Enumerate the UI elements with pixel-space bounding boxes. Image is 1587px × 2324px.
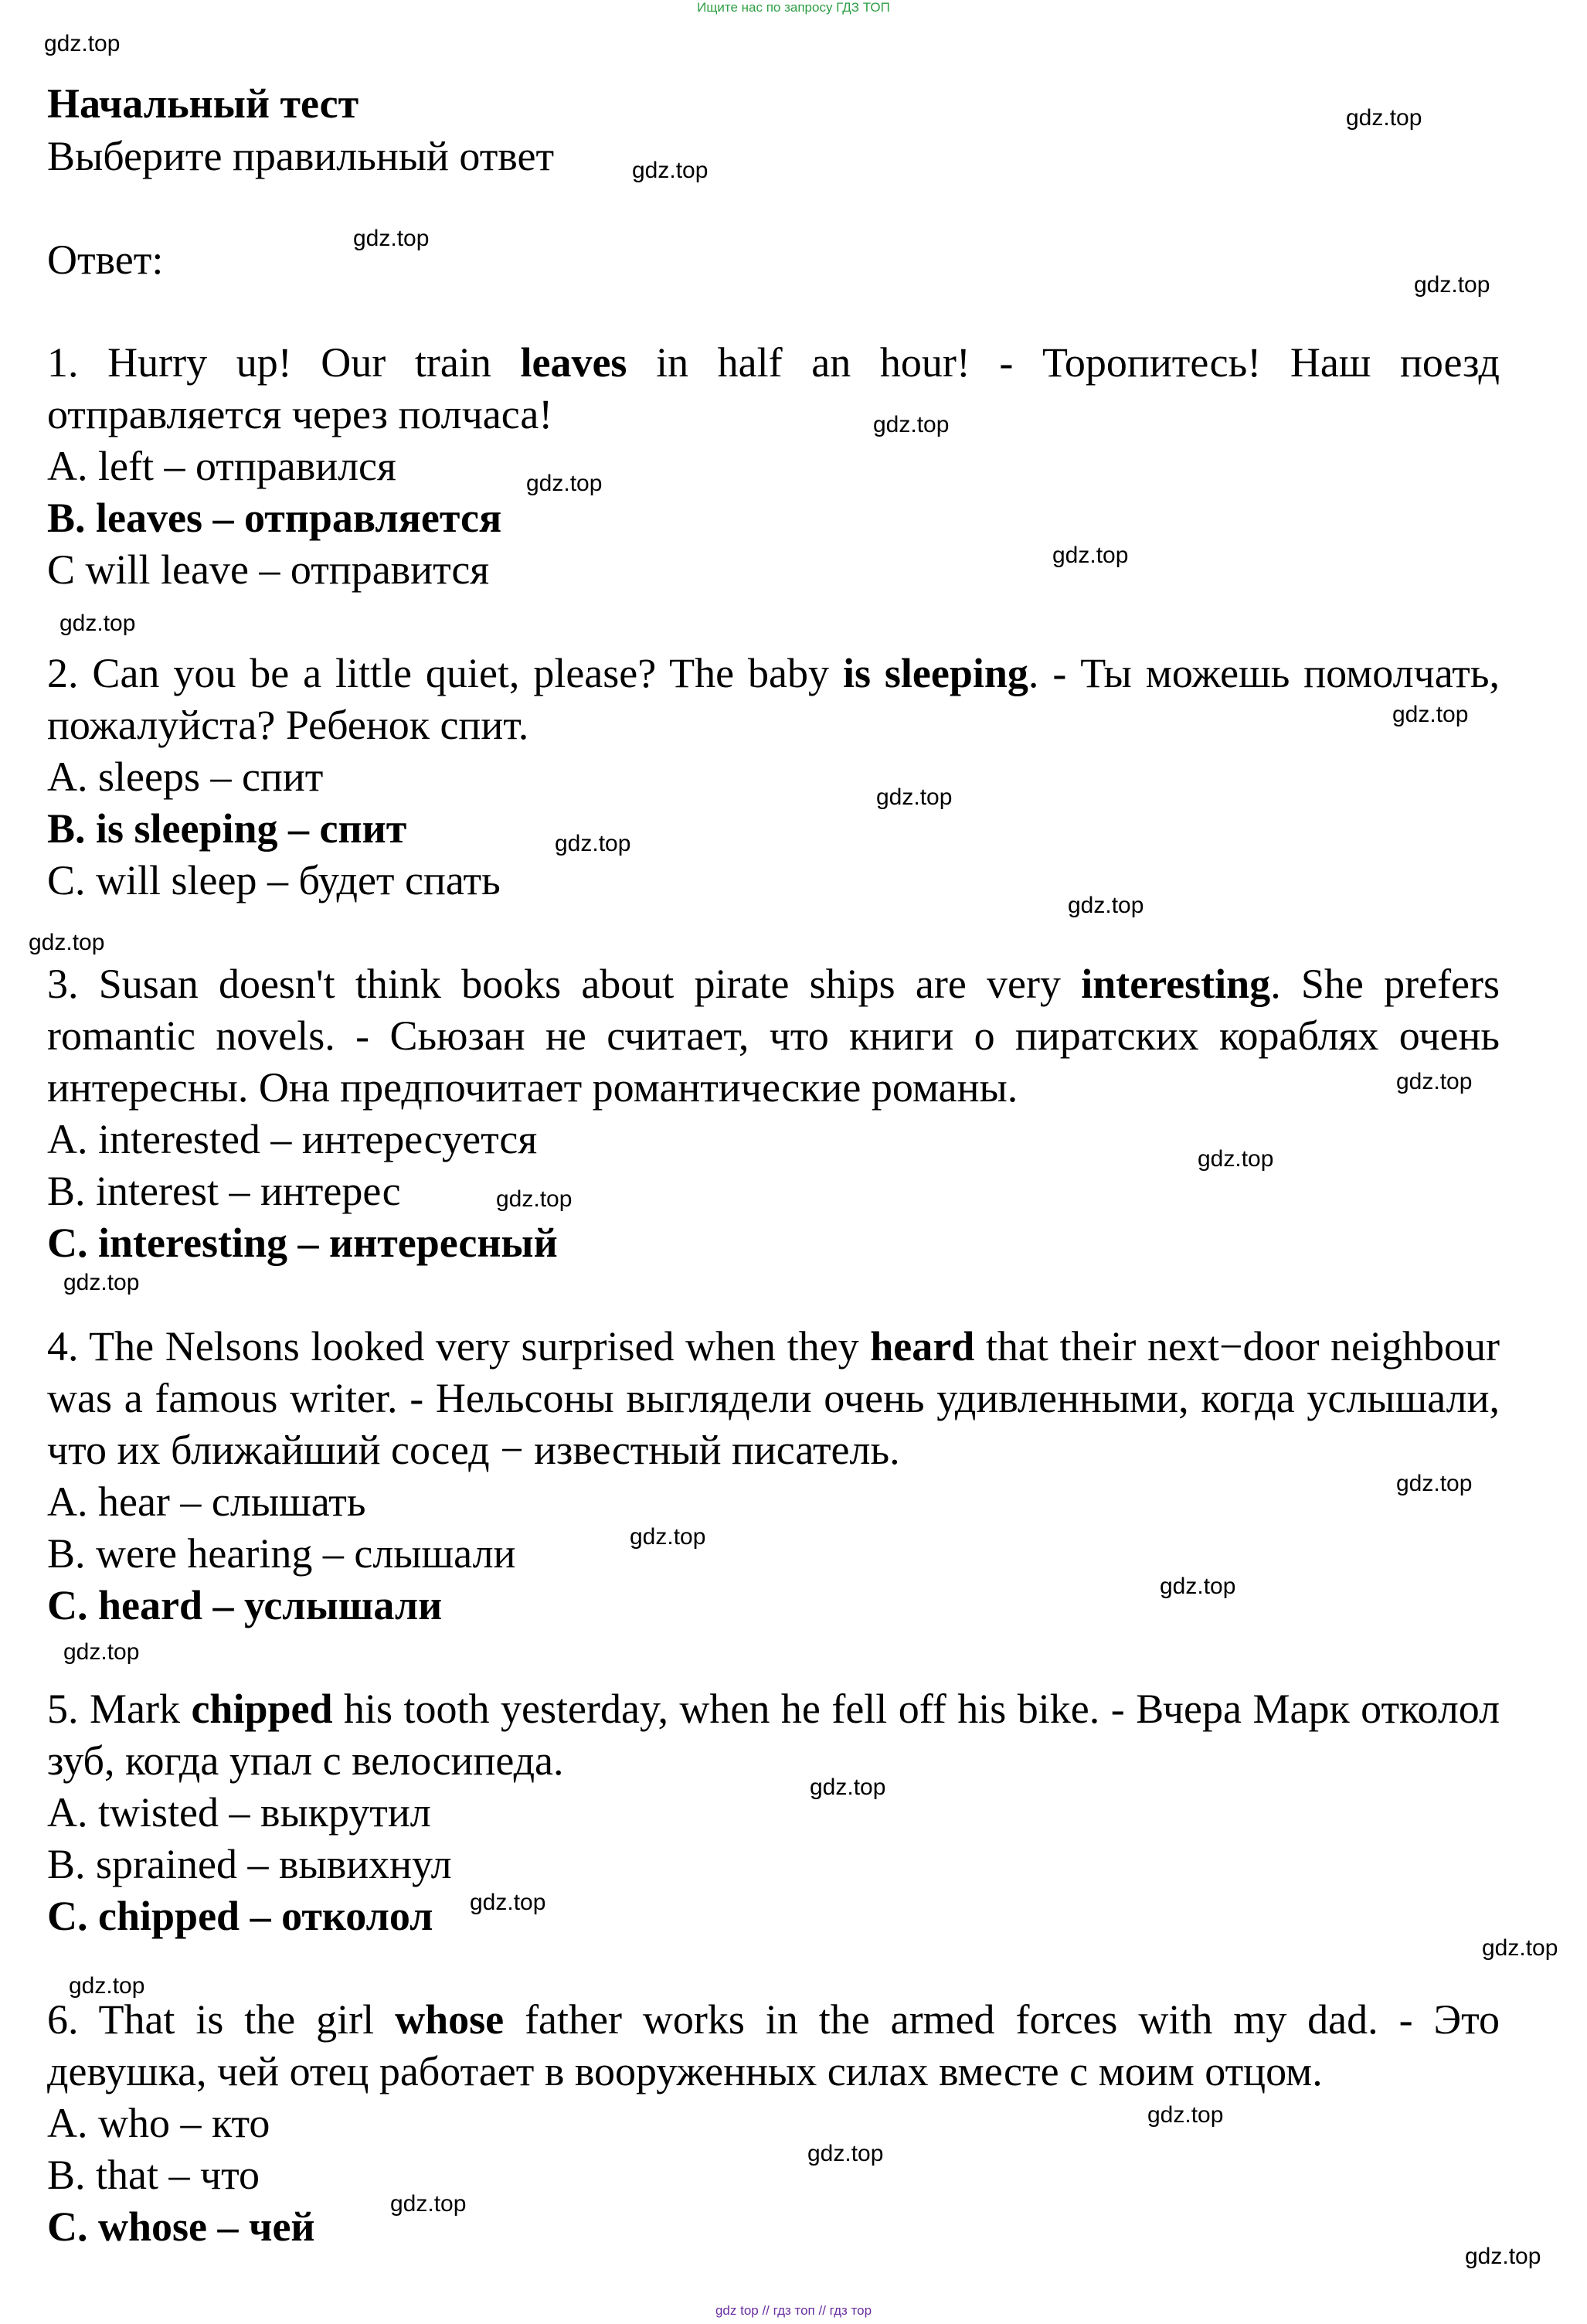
watermark: gdz.top <box>632 158 709 183</box>
option: B. that – что <box>47 2152 260 2198</box>
watermark: gdz.top <box>353 226 430 251</box>
question-block <box>47 958 1500 1269</box>
answer-label: Ответ: <box>47 236 164 283</box>
watermark: gdz.top <box>873 412 950 437</box>
watermark: gdz.top <box>1414 272 1490 298</box>
document-content <box>47 77 1500 2253</box>
watermark: gdz.top <box>390 2191 467 2217</box>
watermark: gdz.top <box>1396 1471 1473 1496</box>
watermark: gdz.top <box>63 1270 140 1295</box>
spacer <box>47 286 1500 337</box>
watermark: gdz.top <box>470 1890 546 1915</box>
keyword: leaves <box>520 339 627 386</box>
option: A. sleeps – спит <box>47 754 324 800</box>
option-correct: C. whose – чей <box>47 2203 315 2250</box>
option: A. interested – интересуется <box>47 1116 538 1162</box>
option-correct: C. chipped – отколол <box>47 1893 433 1939</box>
option: C will leave – отправится <box>47 546 490 593</box>
question-text: 1. Hurry up! Our train leaves in half an hour! - Торопитесь! Наш поезд отправляется через полчаса! <box>47 339 1500 437</box>
question-block <box>47 1321 1500 1632</box>
question-text: 5. Mark chipped his tooth yesterday, when he fell off his bike. - Вчера Марк отколол зуб, когда упал с велосипеда. <box>47 1686 1500 1784</box>
question-block <box>47 337 1500 596</box>
option: B. interest – интерес <box>47 1168 401 1214</box>
watermark: gdz.top <box>876 784 953 810</box>
watermark: gdz.top <box>1068 893 1144 918</box>
watermark: gdz.top <box>1160 1574 1236 1599</box>
top-banner: Ищите нас по запросу ГДЗ ТОП <box>697 0 890 15</box>
watermark: gdz.top <box>810 1774 886 1800</box>
page-subtitle: Выберите правильный ответ <box>47 133 555 179</box>
question-text: 3. Susan doesn't think books about pirate ships are very interesting. She prefers romantic novels. - Сьюзан не считает, что книги о пиратских кораблях очень интересны. Она предпочитает романтические романы. <box>47 961 1500 1111</box>
option: B. were hearing – слышали <box>47 1530 516 1577</box>
keyword: is sleeping <box>842 650 1028 696</box>
question-text: 4. The Nelsons looked very surprised when they heard that their next−door neighbour was a famous writer. - Нельсоны выглядели очень удивленными, когда услышали, что их ближайший сосед − известный писатель. <box>47 1323 1500 1473</box>
watermark: gdz.top <box>69 1973 145 1999</box>
spacer <box>47 596 1500 648</box>
spacer <box>47 1269 1500 1321</box>
watermark: gdz.top <box>1147 2102 1224 2128</box>
option: A. who – кто <box>47 2100 270 2146</box>
option-correct: C. interesting – интересный <box>47 1220 558 1266</box>
option: B. sprained – вывихнул <box>47 1841 452 1887</box>
option: A. hear – слышать <box>47 1478 366 1525</box>
question-text: 6. That is the girl whose father works in the armed forces with my dad. - Это девушка, чей отец работает в вооруженных силах вместе с моим отцом. <box>47 1996 1500 2094</box>
watermark: gdz.top <box>496 1186 573 1212</box>
watermark: gdz.top <box>1346 105 1422 131</box>
keyword: whose <box>395 1996 505 2043</box>
keyword: heard <box>870 1323 975 1370</box>
watermark: gdz.top <box>807 2141 884 2166</box>
question-block <box>47 1683 1500 1942</box>
option-correct: C. heard – услышали <box>47 1582 443 1628</box>
watermark: gdz.top <box>526 471 603 496</box>
watermark: gdz.top <box>59 611 136 636</box>
page-title: Начальный тест <box>47 80 359 127</box>
watermark: gdz.top <box>1482 1935 1558 1961</box>
option: C. will sleep – будет спать <box>47 857 501 903</box>
watermark: gdz.top <box>1465 2244 1541 2269</box>
bottom-banner: gdz top // гдз топ // гдз тор <box>715 2303 872 2318</box>
watermark: gdz.top <box>555 831 631 856</box>
spacer <box>47 1632 1500 1683</box>
watermark: gdz.top <box>44 31 121 56</box>
spacer <box>47 907 1500 958</box>
watermark: gdz.top <box>1198 1146 1274 1172</box>
watermark: gdz.top <box>29 930 105 955</box>
option-correct: B. leaves – отправляется <box>47 495 502 541</box>
option-correct: B. is sleeping – спит <box>47 805 407 852</box>
keyword: interesting <box>1081 961 1271 1007</box>
watermark: gdz.top <box>630 1524 706 1550</box>
watermark: gdz.top <box>63 1639 140 1665</box>
keyword: chipped <box>191 1686 333 1732</box>
question-block <box>47 648 1500 907</box>
option: A. left – отправился <box>47 443 396 489</box>
question-text: 2. Can you be a little quiet, please? The baby is sleeping. - Ты можешь помолчать, пожалуйста? Ребенок спит. <box>47 650 1500 748</box>
watermark: gdz.top <box>1392 702 1469 727</box>
option: A. twisted – выкрутил <box>47 1789 431 1836</box>
watermark: gdz.top <box>1052 543 1129 568</box>
spacer <box>47 1942 1500 1994</box>
question-block <box>47 1994 1500 2253</box>
watermark: gdz.top <box>1396 1069 1473 1094</box>
